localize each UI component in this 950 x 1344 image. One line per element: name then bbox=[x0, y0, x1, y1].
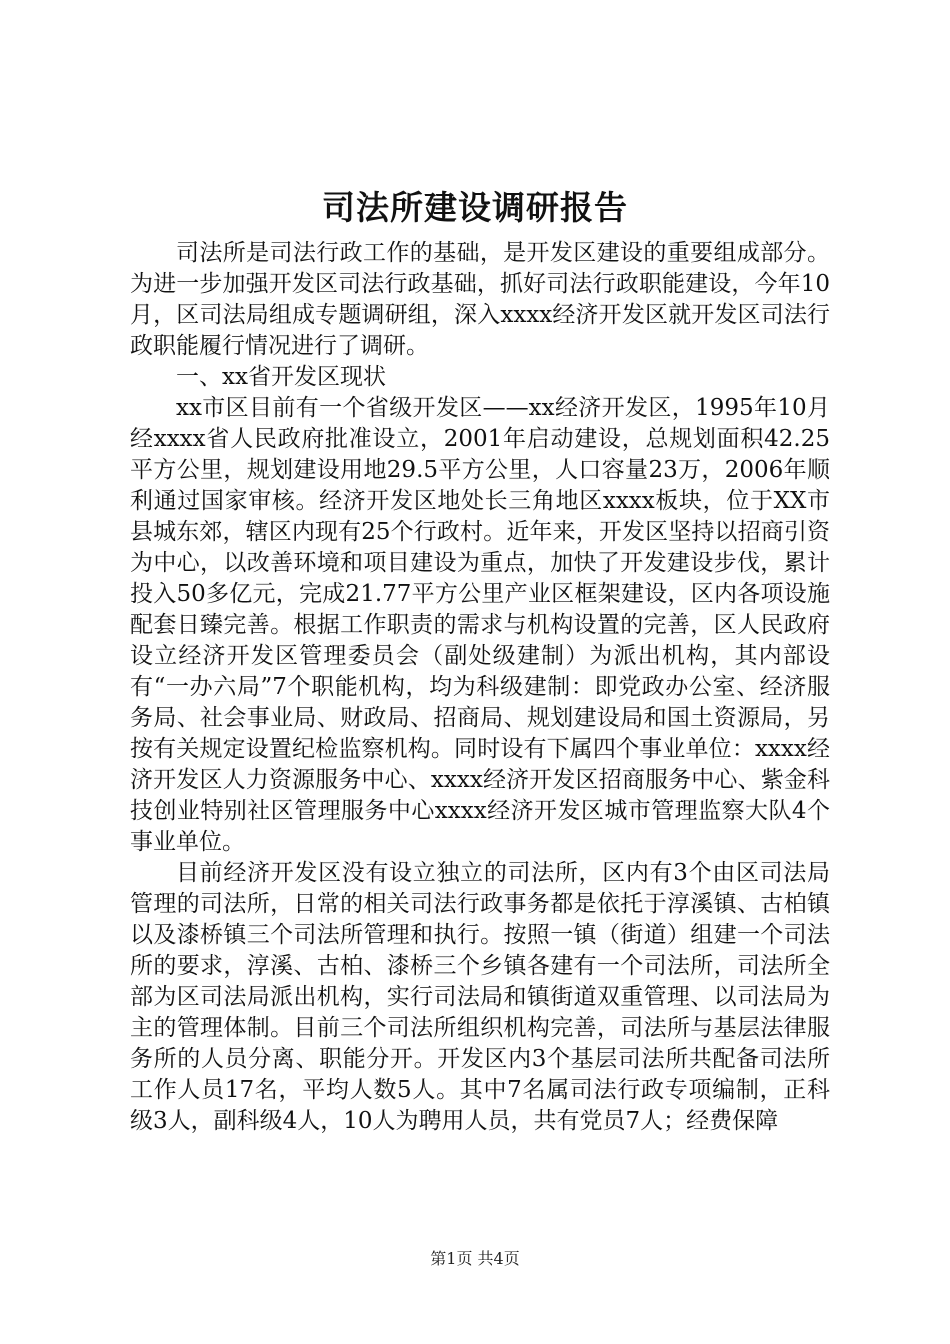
paragraph-overview: xx市区目前有一个省级开发区——xx经济开发区，1995年10月经xxxx省人民政府批准设立，2001年启动建设，总规划面积42.25平方公里，规划建设用地29.5平方公里，人口容量23万，2006年顺利通过国家审核。经济开发区地处长三角地区xxxx板块，位于XX市县城东郊，辖区内现有25个行政村。近年来，开发区坚持以招商引资为中心，以改善环境和项目建设为重点，加快了开发建设步伐，累计投入50多亿元，完成21.77平方公里产业区框架建设，区内各项设施配套日臻完善。根据工作职责的需求与机构设置的完善，区人民政府设立经济开发区管理委员会（副处级建制）为派出机构，其内部设有“一办六局”7个职能机构，均为科级建制：即党政办公室、经济服务局、社会事业局、财政局、招商局、规划建设局和国土资源局，另按有关规定设置纪检监察机构。同时设有下属四个事业单位：xxxx经济开发区人力资源服务中心、xxxx经济开发区招商服务中心、紫金科技创业特别社区管理服务中心xxxx经济开发区城市管理监察大队4个事业单位。 bbox=[130, 395, 830, 855]
document-title: 司法所建设调研报告 bbox=[322, 188, 628, 227]
section-heading: 一、xx省开发区现状 bbox=[176, 364, 386, 390]
page-footer: 第1页 共4页 bbox=[430, 1249, 520, 1268]
document-body bbox=[130, 238, 830, 1137]
paragraph-status: 目前经济开发区没有设立独立的司法所，区内有3个由区司法局管理的司法所，日常的相关司法行政事务都是依托于淳溪镇、古柏镇以及漆桥镇三个司法所管理和执行。按照一镇（街道）组建一个司法所的要求，淳溪、古柏、漆桥三个乡镇各建有一个司法所，司法所全部为区司法局派出机构，实行司法局和镇街道双重管理、以司法局为主的管理体制。目前三个司法所组织机构完善，司法所与基层法律服务所的人员分离、职能分开。开发区内3个基层司法所共配备司法所工作人员17名，平均人数5人。其中7名属司法行政专项编制，正科级3人，副科级4人，10人为聘用人员，共有党员7人；经费保障 bbox=[130, 860, 830, 1134]
paragraph-intro: 司法所是司法行政工作的基础，是开发区建设的重要组成部分。为进一步加强开发区司法行政基础，抓好司法行政职能建设，今年10月，区司法局组成专题调研组，深入xxxx经济开发区就开发区司法行政职能履行情况进行了调研。 bbox=[130, 240, 830, 359]
